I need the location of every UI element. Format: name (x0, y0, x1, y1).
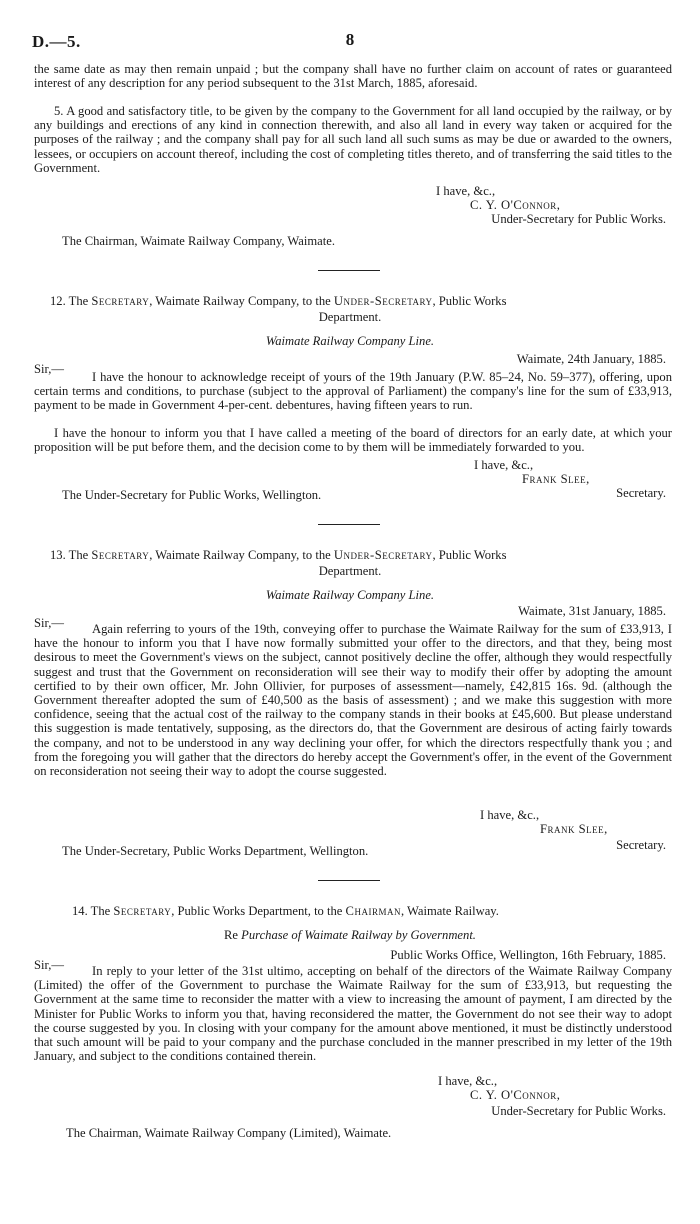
letter-14-addressee: The Chairman, Waimate Railway Company (Limited), Waimate. (66, 1126, 392, 1140)
letter-11-signatory: C. Y. O'Connor, (470, 198, 561, 212)
letter-14-to: Chairman (345, 904, 401, 918)
letter-12-from: Secretary (91, 294, 150, 308)
letter-13-signatory: Frank Slee, (540, 822, 608, 836)
separator-rule (318, 270, 380, 271)
letter-12-place-date: Waimate, 24th January, 1885. (516, 352, 666, 366)
letter-11-signatory-title: Under-Secretary for Public Works. (491, 212, 666, 226)
letter-13-heading-line2: Department. (318, 564, 382, 578)
letter-14-paragraph-1: In reply to your letter of the 31st ultimo, accepting on behalf of the directors of the Waimate Railway Company (Limited) the offer of the Government to purchase the Waimate Railway for the sum of £33,913, but requesting the Government at the same time to reconsider the matter with a view to increasing the amount of payment, I am directed by the Minister for Public Works to inform you that, having reconsidered the matter, the Government do not see their way to adopt the course suggested by you. In closing with your company for the amount above mentioned, it must be distinctly understood that such amount will be paid to your company and the purchase concluded in the manner prescribed in my letter of the 19th January, and subject to the conditions contained therein. (34, 964, 672, 1064)
letter-11-closing: I have, &c., (436, 184, 496, 198)
letter-12-subject: Waimate Railway Company Line. (265, 334, 435, 348)
letter-12-addressee: The Under-Secretary for Public Works, Wellington. (62, 488, 322, 502)
letter-12-heading-line2: Department. (318, 310, 382, 324)
letter-12-salutation: Sir,— (34, 362, 64, 376)
page-number: 8 (345, 30, 355, 49)
letter-12-to: Under-Secretary (333, 294, 433, 308)
letter-14-from: Secretary (113, 904, 172, 918)
letter-13-heading: 13. The Secretary, Waimate Railway Company, to the Under-Secretary, Public Works (50, 548, 507, 562)
letter-13-to: Under-Secretary (333, 548, 433, 562)
letter-13-signatory-title: Secretary. (616, 838, 666, 852)
letter-13-subject: Waimate Railway Company Line. (265, 588, 435, 602)
letter-13-paragraph-1: Again referring to yours of the 19th, conveying offer to purchase the Waimate Railway for the sum of £33,913, I have the honour to inform you that I have now formally submitted your offer to the directors, and that they, being most desirous to meet the Government's views on the subject, cannot positively decline the offer, although they would respectfully suggest and trust that the Government on reconsideration will see their way to modify their offer by adopting the amount certified to by their own officer, Mr. John Ollivier, for purposes of assessment—namely, £42,815 16s. 9d. (although the Government thereafter adopted the sum of £40,500 as the basis of assessment) ; and we make this suggestion with more confidence, seeing that the actual cost of the railway to the company stands in their books at £45,600. But please understand this suggestion is made tentatively, supposing, as the directors do, that the Government are desirous of acting fairly towards the company, and not to be understood in any way declining your offer, for which the directors respectfully thank you ; and from the foregoing you will gather that the directors do hereby accept the Government's offer, in the event of the Government on reconsideration not seeing their way to adopt the course suggested. (34, 622, 672, 779)
letter-14-closing: I have, &c., (438, 1074, 498, 1088)
letter-11-paragraph-2: 5. A good and satisfactory title, to be given by the company to the Government for all land occupied by the railway, or by any buildings and erections of any kind in connection therewith, and also all land in every way taken or acquired for the purposes of the railway ; and the company shall pay for all such land all such sums as may be due or awarded to the owners, lessees, or occupiers on account thereof, including the cost of completing titles thereto, and of transferring the said titles to the Government. (34, 104, 672, 175)
separator-rule (318, 880, 380, 881)
letter-12-closing: I have, &c., (474, 458, 534, 472)
letter-14-subject-line: Re Purchase of Waimate Railway by Government. (224, 928, 476, 942)
letter-14-subject: Purchase of Waimate Railway by Government. (241, 928, 476, 942)
letter-14-signatory-title: Under-Secretary for Public Works. (491, 1104, 666, 1118)
letter-14-place-date: Public Works Office, Wellington, 16th February, 1885. (390, 948, 666, 962)
letter-11-paragraph-1: the same date as may then remain unpaid ; but the company shall have no further claim on account of rates or guaranteed interest of any description for any period subsequent to the 31st March, 1885, aforesaid. (34, 62, 672, 91)
letter-12-signatory: Frank Slee, (522, 472, 590, 486)
letter-11-addressee: The Chairman, Waimate Railway Company, Waimate. (62, 234, 335, 248)
section-code: D.—5. (32, 32, 81, 51)
letter-13-salutation: Sir,— (34, 616, 64, 630)
letter-14-signatory: C. Y. O'Connor, (470, 1088, 561, 1102)
letter-14-heading: 14. The Secretary, Public Works Department, to the Chairman, Waimate Railway. (72, 904, 499, 918)
letter-12-paragraph-1: I have the honour to acknowledge receipt of yours of the 19th January (P.W. 85–24, No. 59–377), offering, upon certain terms and conditions, to purchase (subject to the approval of Parliament) the company's line for the sum of £33,913, payment to be made in Government 4-per-cent. debentures, having fifteen years to run. (34, 370, 672, 413)
letter-12-signatory-title: Secretary. (616, 486, 666, 500)
letter-14-salutation: Sir,— (34, 958, 64, 972)
letter-13-place-date: Waimate, 31st January, 1885. (518, 604, 666, 618)
letter-13-addressee: The Under-Secretary, Public Works Department, Wellington. (62, 844, 369, 858)
letter-12-paragraph-2: I have the honour to inform you that I have called a meeting of the board of directors for an early date, at which your proposition will be put before them, and the decision come to by them will be immediately forwarded to you. (34, 426, 672, 455)
letter-12-heading: 12. The Secretary, Waimate Railway Company, to the Under-Secretary, Public Works (50, 294, 507, 308)
letter-13-from: Secretary (91, 548, 150, 562)
separator-rule (318, 524, 380, 525)
letter-13-closing: I have, &c., (480, 808, 540, 822)
